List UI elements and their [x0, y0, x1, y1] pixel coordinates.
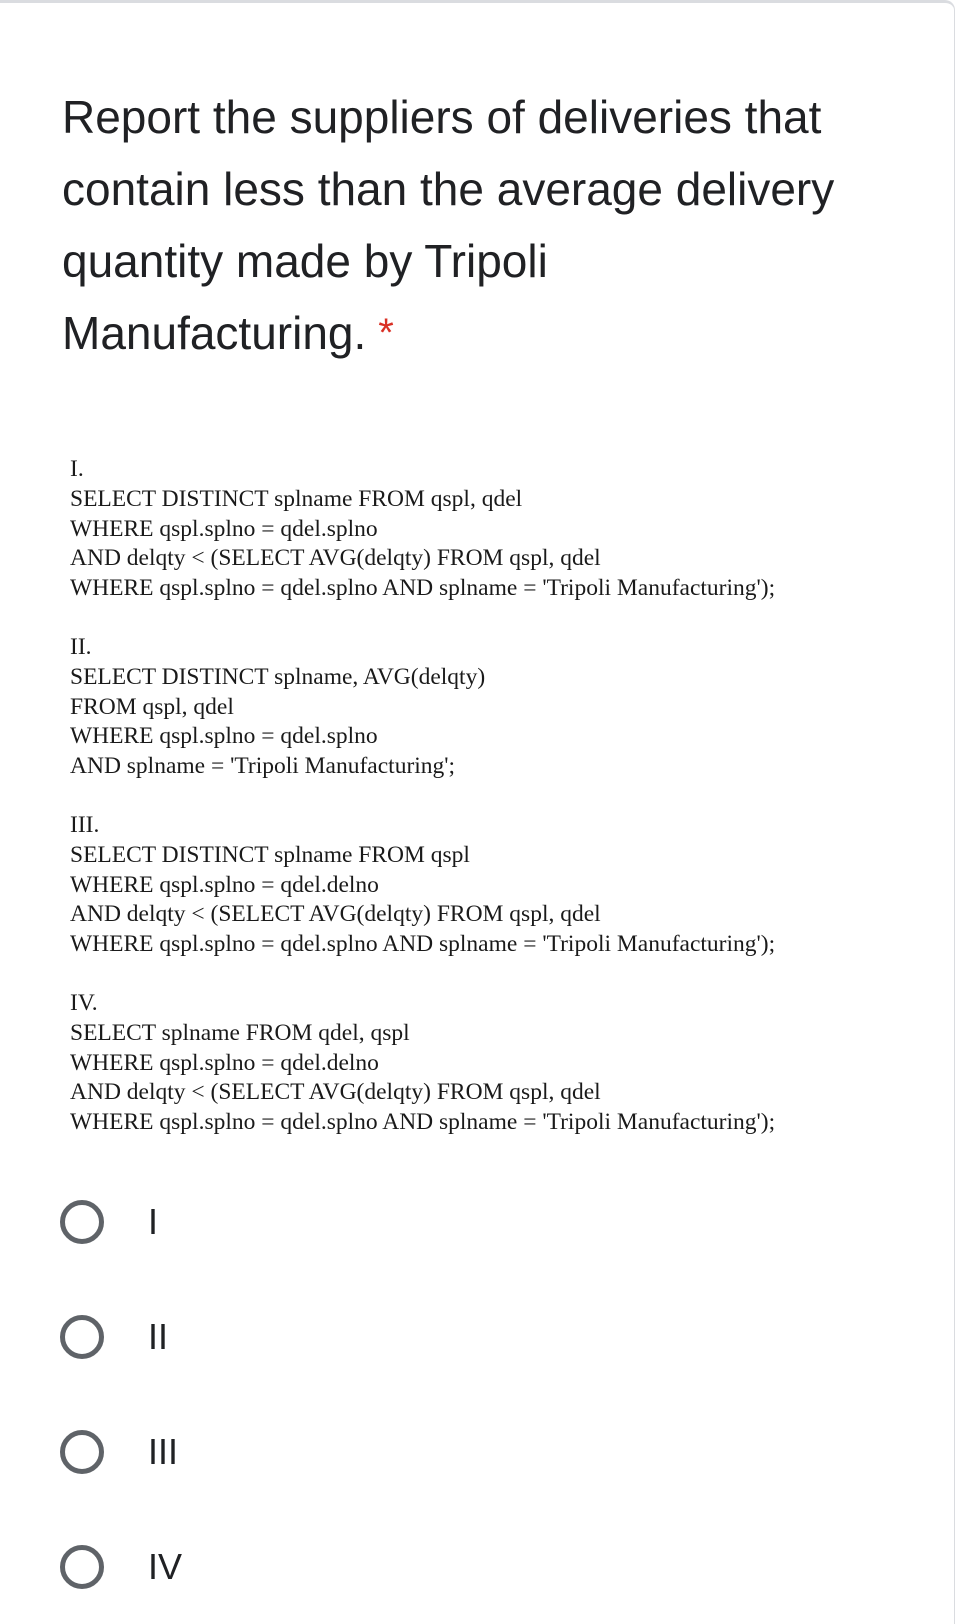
- sql-option-block-i: [70, 455, 890, 604]
- sql-option-block-iv: [70, 989, 890, 1138]
- question-title: [62, 81, 892, 369]
- sql-line: WHERE qspl.splno = qdel.splno AND splname = 'Tripoli Manufacturing');: [70, 575, 776, 602]
- sql-line: AND delqty < (SELECT AVG(delqty) FROM qspl, qdel: [70, 545, 601, 572]
- sql-numeral: IV.: [70, 989, 98, 1016]
- radio-option-label: III: [148, 1431, 179, 1472]
- sql-options-image: [70, 455, 890, 1167]
- sql-line: AND delqty < (SELECT AVG(delqty) FROM qspl, qdel: [70, 901, 601, 928]
- radio-button[interactable]: [60, 1545, 104, 1589]
- radio-option-label: II: [148, 1316, 169, 1357]
- sql-line: SELECT splname FROM qdel, qspl: [70, 1019, 410, 1046]
- radio-option-label: I: [148, 1201, 159, 1242]
- radio-option-label: IV: [148, 1546, 183, 1587]
- question-text: Report the suppliers of deliveries that contain less than the average delivery quantity made by Tripoli Manufacturing.: [62, 91, 835, 359]
- sql-line: WHERE qspl.splno = qdel.splno: [70, 515, 378, 542]
- sql-numeral: III.: [70, 811, 100, 838]
- sql-line: WHERE qspl.splno = qdel.delno: [70, 1049, 379, 1076]
- radio-option-ii[interactable]: [60, 1305, 360, 1369]
- radio-option-iv[interactable]: [60, 1535, 360, 1599]
- sql-line: AND delqty < (SELECT AVG(delqty) FROM qspl, qdel: [70, 1079, 601, 1106]
- sql-line: SELECT DISTINCT splname FROM qspl: [70, 841, 470, 868]
- sql-line: WHERE qspl.splno = qdel.splno: [70, 723, 378, 750]
- sql-line: WHERE qspl.splno = qdel.splno AND splname = 'Tripoli Manufacturing');: [70, 1109, 776, 1136]
- radio-option-i[interactable]: [60, 1190, 360, 1254]
- sql-line: WHERE qspl.splno = qdel.delno: [70, 871, 379, 898]
- sql-numeral: II.: [70, 633, 92, 660]
- radio-button[interactable]: [60, 1315, 104, 1359]
- sql-line: FROM qspl, qdel: [70, 693, 234, 720]
- sql-line: AND splname = 'Tripoli Manufacturing';: [70, 753, 456, 780]
- sql-option-block-iii: [70, 811, 890, 960]
- radio-button[interactable]: [60, 1430, 104, 1474]
- sql-option-block-ii: [70, 633, 890, 782]
- required-marker: *: [378, 311, 394, 355]
- sql-numeral: I.: [70, 456, 84, 482]
- sql-line: SELECT DISTINCT splname FROM qspl, qdel: [70, 485, 523, 512]
- radio-button[interactable]: [60, 1200, 104, 1244]
- radio-option-iii[interactable]: [60, 1420, 360, 1484]
- sql-line: WHERE qspl.splno = qdel.splno AND splname = 'Tripoli Manufacturing');: [70, 931, 776, 958]
- sql-line: SELECT DISTINCT splname, AVG(delqty): [70, 663, 486, 690]
